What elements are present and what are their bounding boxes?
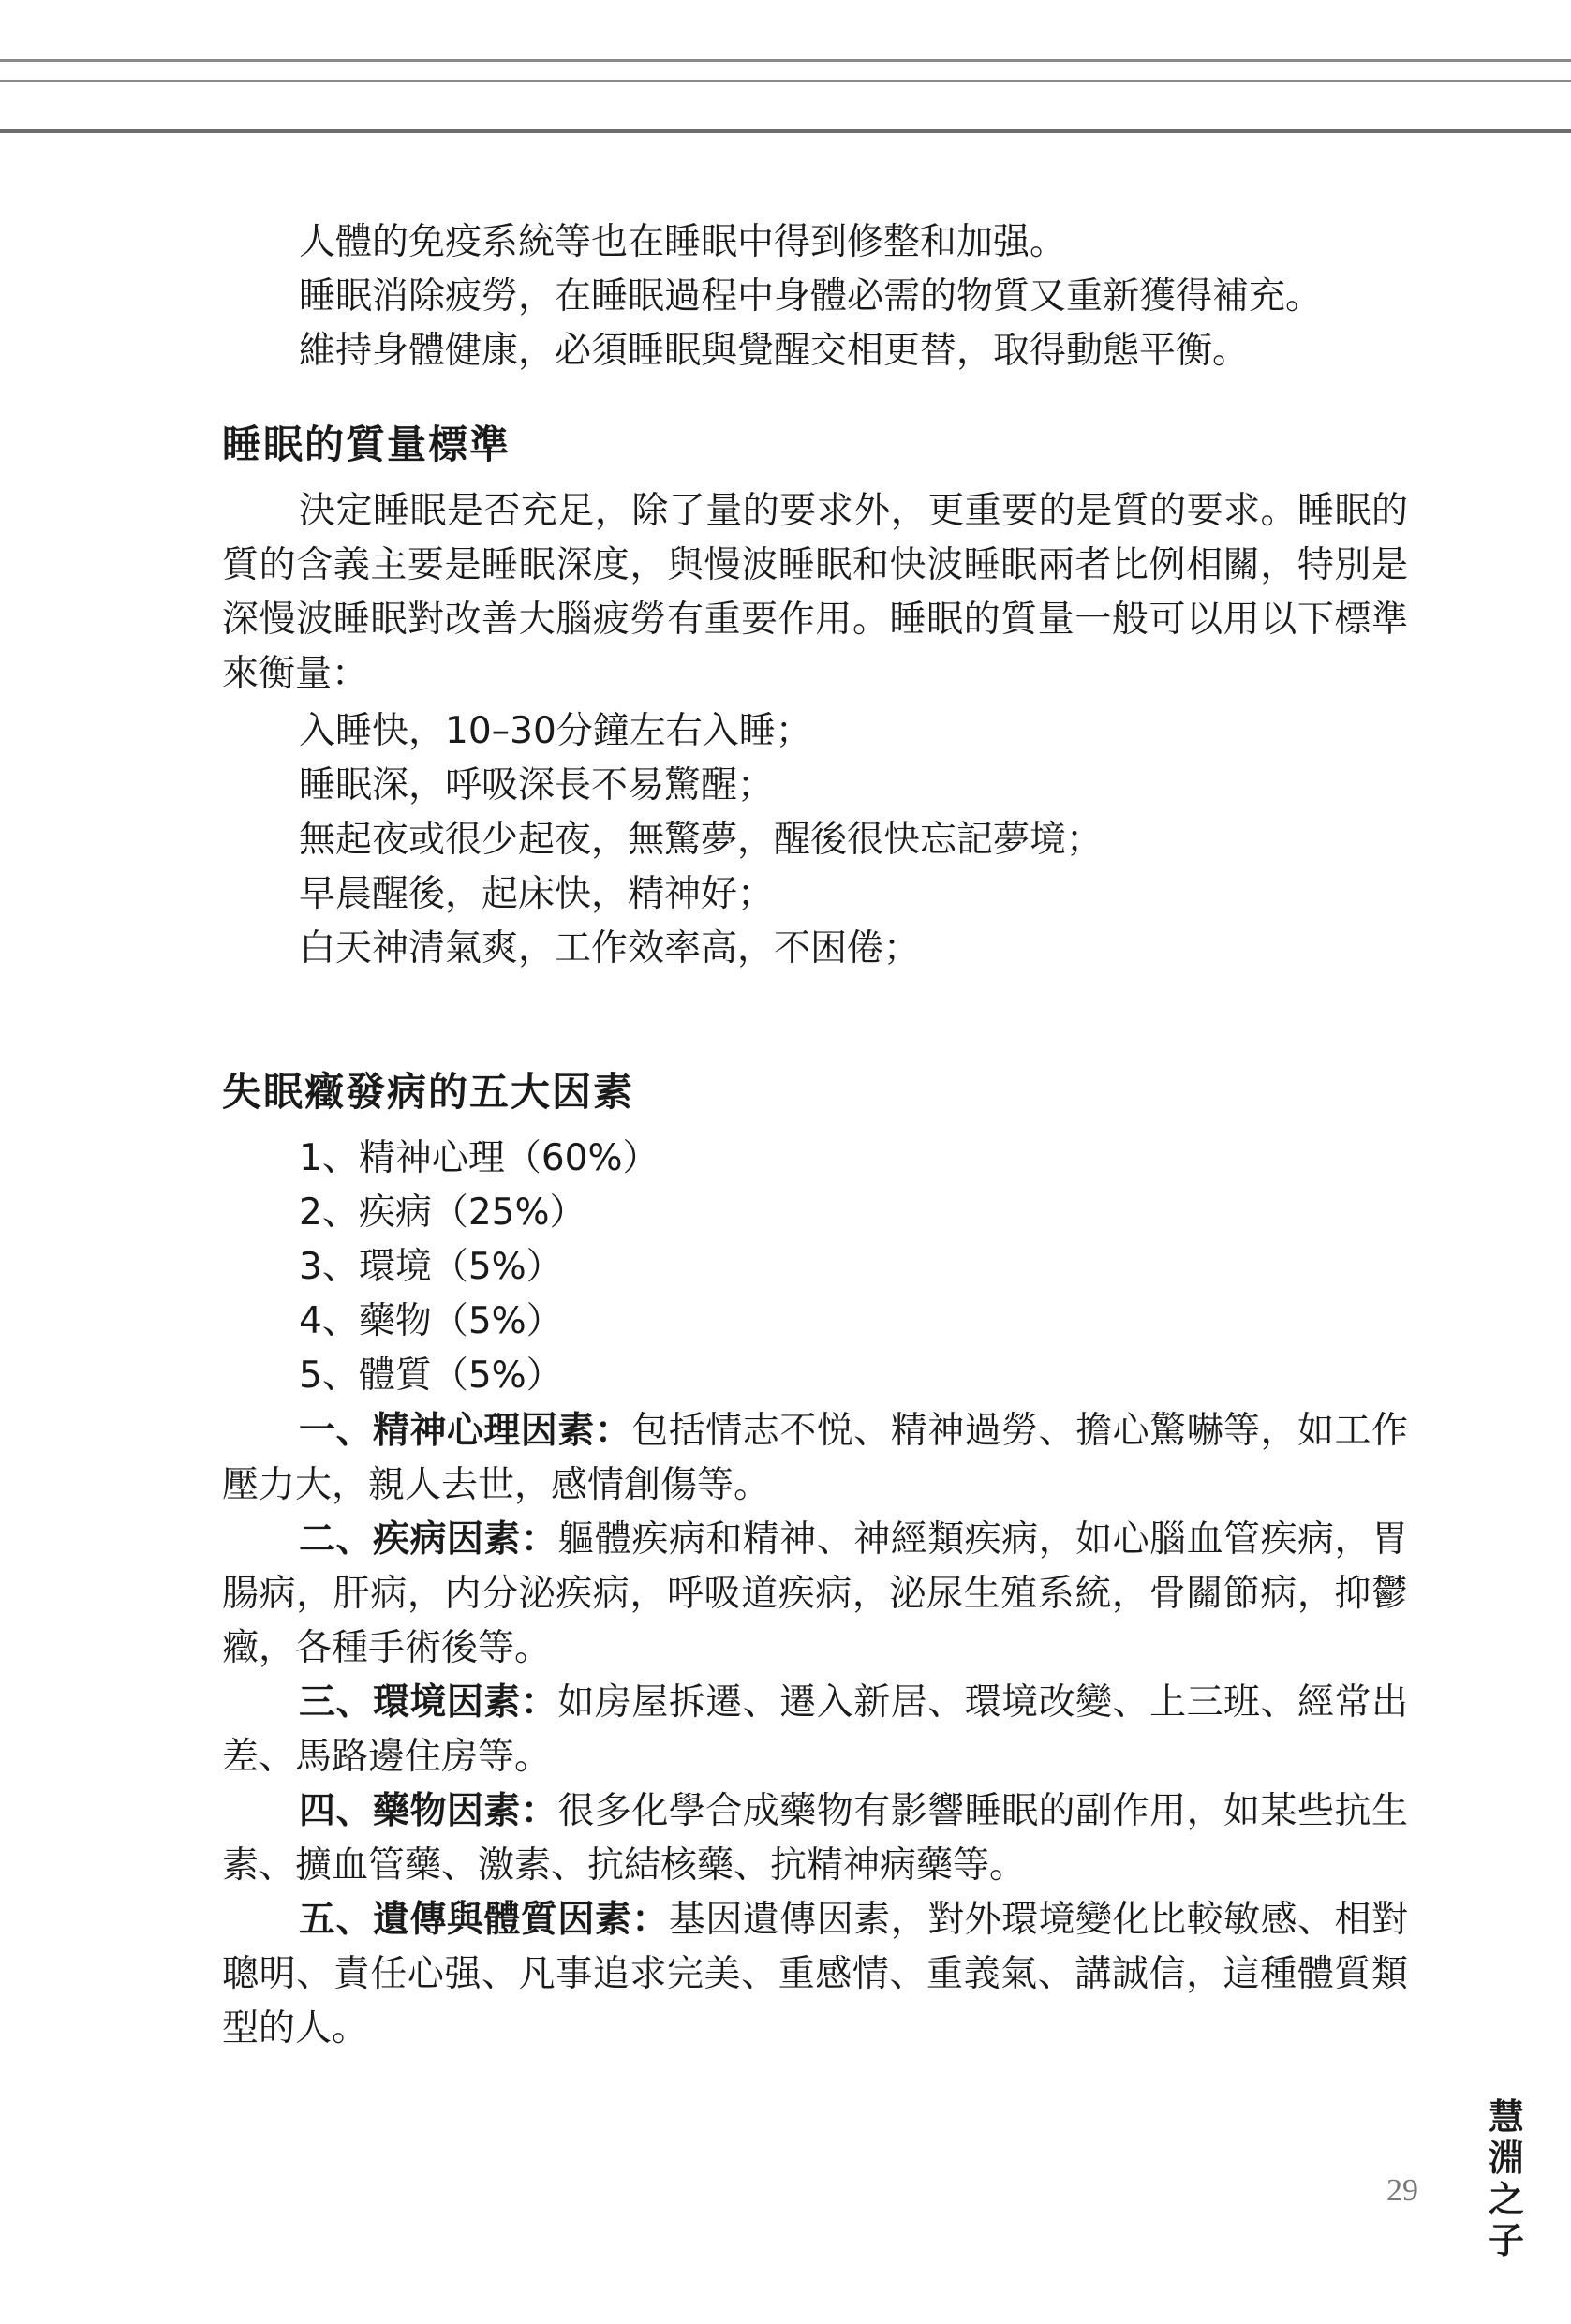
factor-item: 5、體質（5%） bbox=[299, 1354, 563, 1397]
criterion-item: 無起夜或很少起夜，無驚夢，醒後很快忘記夢境； bbox=[299, 819, 1104, 861]
factor-item: 1、精神心理（60%） bbox=[299, 1137, 660, 1179]
intro-line: 睡眠消除疲勞，在睡眠過程中身體必需的物質又重新獲得補充。 bbox=[299, 275, 1323, 318]
header-rule-middle bbox=[0, 80, 1571, 82]
factor-detail-drugs bbox=[222, 1784, 1408, 1893]
sleep-quality-paragraph: 決定睡眠是否充足，除了量的要求外，更重要的是質的要求。睡眠的質的含義主要是睡眠深度，與慢波睡眠和快波睡眠兩者比例相關，特別是深慢波睡眠對改善大腦疲勞有重要作用。睡眠的質量一般可以用以下標準來衡量： bbox=[222, 490, 1408, 695]
factor-item: 4、藥物（5%） bbox=[299, 1300, 563, 1342]
criterion-item: 入睡快，10–30分鐘左右入睡； bbox=[299, 710, 812, 752]
factor-detail-genetics bbox=[222, 1892, 1408, 2056]
factor-text: 很多化學合成藥物有影響睡眠的副作用，如某些抗生素、擴血管藥、激素、抗結核藥、抗精神病藥等。 bbox=[222, 1790, 1408, 1887]
factor-detail-environment bbox=[222, 1675, 1408, 1784]
factor-term: 三、環境因素： bbox=[299, 1680, 558, 1724]
side-book-title: 慧淵之子 bbox=[1488, 2096, 1524, 2261]
criterion-item: 睡眠深，呼吸深長不易驚醒； bbox=[299, 764, 775, 807]
factor-detail-disease bbox=[222, 1512, 1408, 1676]
criterion-item: 白天神清氣爽，工作效率高，不困倦； bbox=[299, 927, 921, 970]
factor-text: 基因遺傳因素，對外環境變化比較敏感、相對聰明、責任心强、凡事追求完美、重感情、重義氣、講誠信，這種體質類型的人。 bbox=[222, 1899, 1408, 2050]
factor-text: 如房屋拆遷、遷入新居、環境改變、上三班、經常出差、馬路邊住房等。 bbox=[222, 1681, 1408, 1778]
section-heading-insomnia-factors: 失眠癥發病的五大因素 bbox=[222, 1069, 635, 1115]
intro-line: 人體的免疫系統等也在睡眠中得到修整和加强。 bbox=[299, 221, 1067, 263]
page-number: 29 bbox=[1386, 2173, 1418, 2208]
factor-term: 五、遺傳與體質因素： bbox=[299, 1898, 669, 1941]
section-heading-sleep-quality: 睡眠的質量標準 bbox=[222, 422, 511, 467]
header-rule-bottom bbox=[0, 129, 1571, 133]
factor-item: 3、環境（5%） bbox=[299, 1246, 563, 1288]
intro-line: 維持身體健康，必須睡眠與覺醒交相更替，取得動態平衡。 bbox=[299, 330, 1250, 372]
factor-item: 2、疾病（25%） bbox=[299, 1192, 586, 1234]
factor-term: 四、藥物因素： bbox=[299, 1789, 558, 1832]
factor-text: 包括情志不悦、精神過勞、擔心驚嚇等，如工作壓力大，親人去世，感情創傷等。 bbox=[222, 1410, 1408, 1506]
factor-term: 二、疾病因素： bbox=[299, 1517, 558, 1561]
factor-term: 一、精神心理因素： bbox=[299, 1409, 632, 1452]
factor-text: 軀體疾病和精神、神經類疾病，如心腦血管疾病，胃腸病，肝病，内分泌疾病，呼吸道疾病，泌尿生殖系統，骨關節病，抑鬱癥，各種手術後等。 bbox=[222, 1518, 1408, 1669]
header-rule-top bbox=[0, 59, 1571, 62]
criterion-item: 早晨醒後，起床快，精神好； bbox=[299, 873, 775, 915]
factor-detail-psychological bbox=[222, 1403, 1408, 1513]
